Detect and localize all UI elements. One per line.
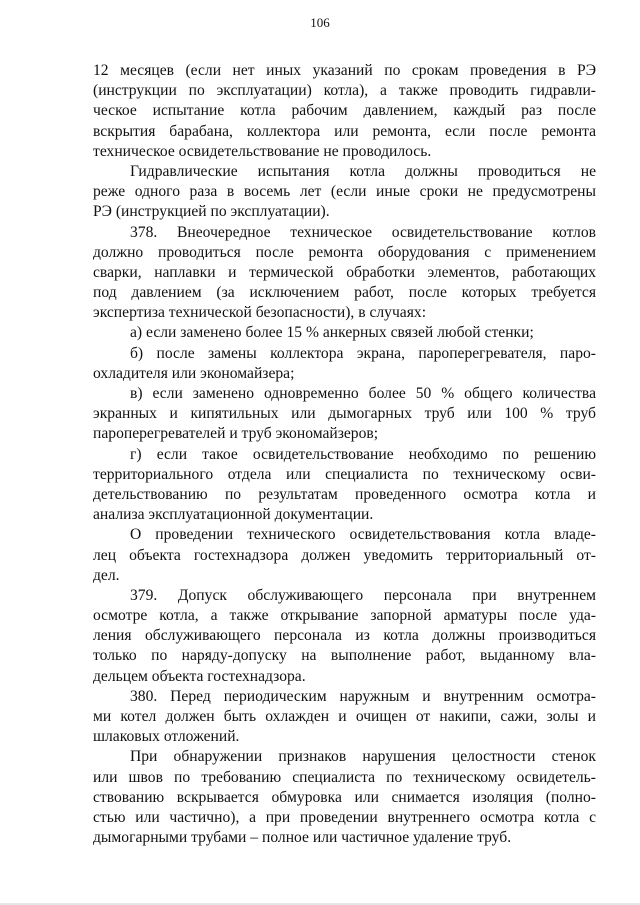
text-line: в) если заменено одновременно более 50 % общего количества <box>130 385 596 402</box>
text-line: техническое освидетельствование не проводилось. <box>93 142 432 160</box>
text-line: г) если такое освидетельствование необходимо по решению <box>130 445 596 463</box>
text-line: дымогарными трубами – полное или частичное удаление труб. <box>93 829 512 847</box>
text-line: под давлением (за исключением работ, после которых требуется <box>93 284 596 302</box>
text-line: 12 месяцев (если нет иных указаний по срокам проведения в РЭ <box>93 62 596 79</box>
text-line: ческое испытание котла рабочим давлением, каждый раз после <box>93 102 596 120</box>
text-line: сварки, наплавки и термической обработки элементов, работающих <box>93 263 596 281</box>
text-line: При обнаружении признаков нарушения целостности стенок <box>130 748 596 766</box>
text-line: экранных и кипятильных или дымогарных труб или 100 % труб <box>93 405 596 423</box>
text-line: детельствованию по результатам проведенного осмотра котла и <box>93 485 596 503</box>
text-line: должно проводиться после ремонта оборудования с применением <box>93 243 596 261</box>
text-line: б) после замены коллектора экрана, пароперегревателя, паро- <box>130 344 596 362</box>
text-line: (инструкции по эксплуатации) котла), а также проводить гидравли- <box>93 82 596 100</box>
document-body <box>93 61 596 848</box>
page-number: 106 <box>310 15 330 30</box>
text-line: ствованию вскрывается обмуровка или снимается изоляция (полно- <box>93 788 596 806</box>
text-line: а) если заменено более 15 % анкерных связей любой стенки; <box>130 324 534 342</box>
text-line: реже одного раза в восемь лет (если иные сроки не предусмотрены <box>93 183 596 201</box>
text-line: Гидравлические испытания котла должны проводиться не <box>130 162 596 180</box>
text-line: 378. Внеочередное техническое освидетельствование котлов <box>130 223 596 241</box>
text-line: дел. <box>93 566 120 584</box>
text-line: РЭ (инструкцией по эксплуатации). <box>93 203 330 221</box>
text-line: только по наряду-допуску на выполнение работ, выданному вла- <box>93 647 596 665</box>
text-line: охладителя или экономайзера; <box>93 364 295 382</box>
text-line: анализа эксплуатационной документации. <box>93 506 374 524</box>
text-line: ления обслуживающего персонала из котла должны производиться <box>93 627 596 645</box>
text-line: вскрытия барабана, коллектора или ремонта, если после ремонта <box>93 122 596 140</box>
text-line: О проведении технического освидетельствования котла владе- <box>130 526 596 544</box>
text-line: дельцем объекта гостехнадзора. <box>93 667 306 685</box>
text-line: лец объекта гостехнадзора должен уведомить территориальный от- <box>93 546 596 564</box>
text-line: пароперегревателей и труб экономайзеров; <box>93 425 379 443</box>
text-line: ми котел должен быть охлажден и очищен от накипи, сажи, золы и <box>93 708 596 725</box>
text-line: 380. Перед периодическим наружным и внутренним осмотра- <box>130 687 596 705</box>
text-line: осмотре котла, а также открывание запорной арматуры после уда- <box>93 607 596 625</box>
text-line: территориального отдела или специалиста по техническому осви- <box>93 465 596 483</box>
text-line: экспертиза технической безопасности), в случаях: <box>93 304 427 322</box>
text-line: стью или частично), а при проведении внутреннего осмотра котла с <box>93 808 596 826</box>
text-line: или швов по требованию специалиста по техническому освидетель- <box>93 768 596 786</box>
text-line: 379. Допуск обслуживающего персонала при внутреннем <box>130 586 596 604</box>
text-line: шлаковых отложений. <box>93 728 240 746</box>
